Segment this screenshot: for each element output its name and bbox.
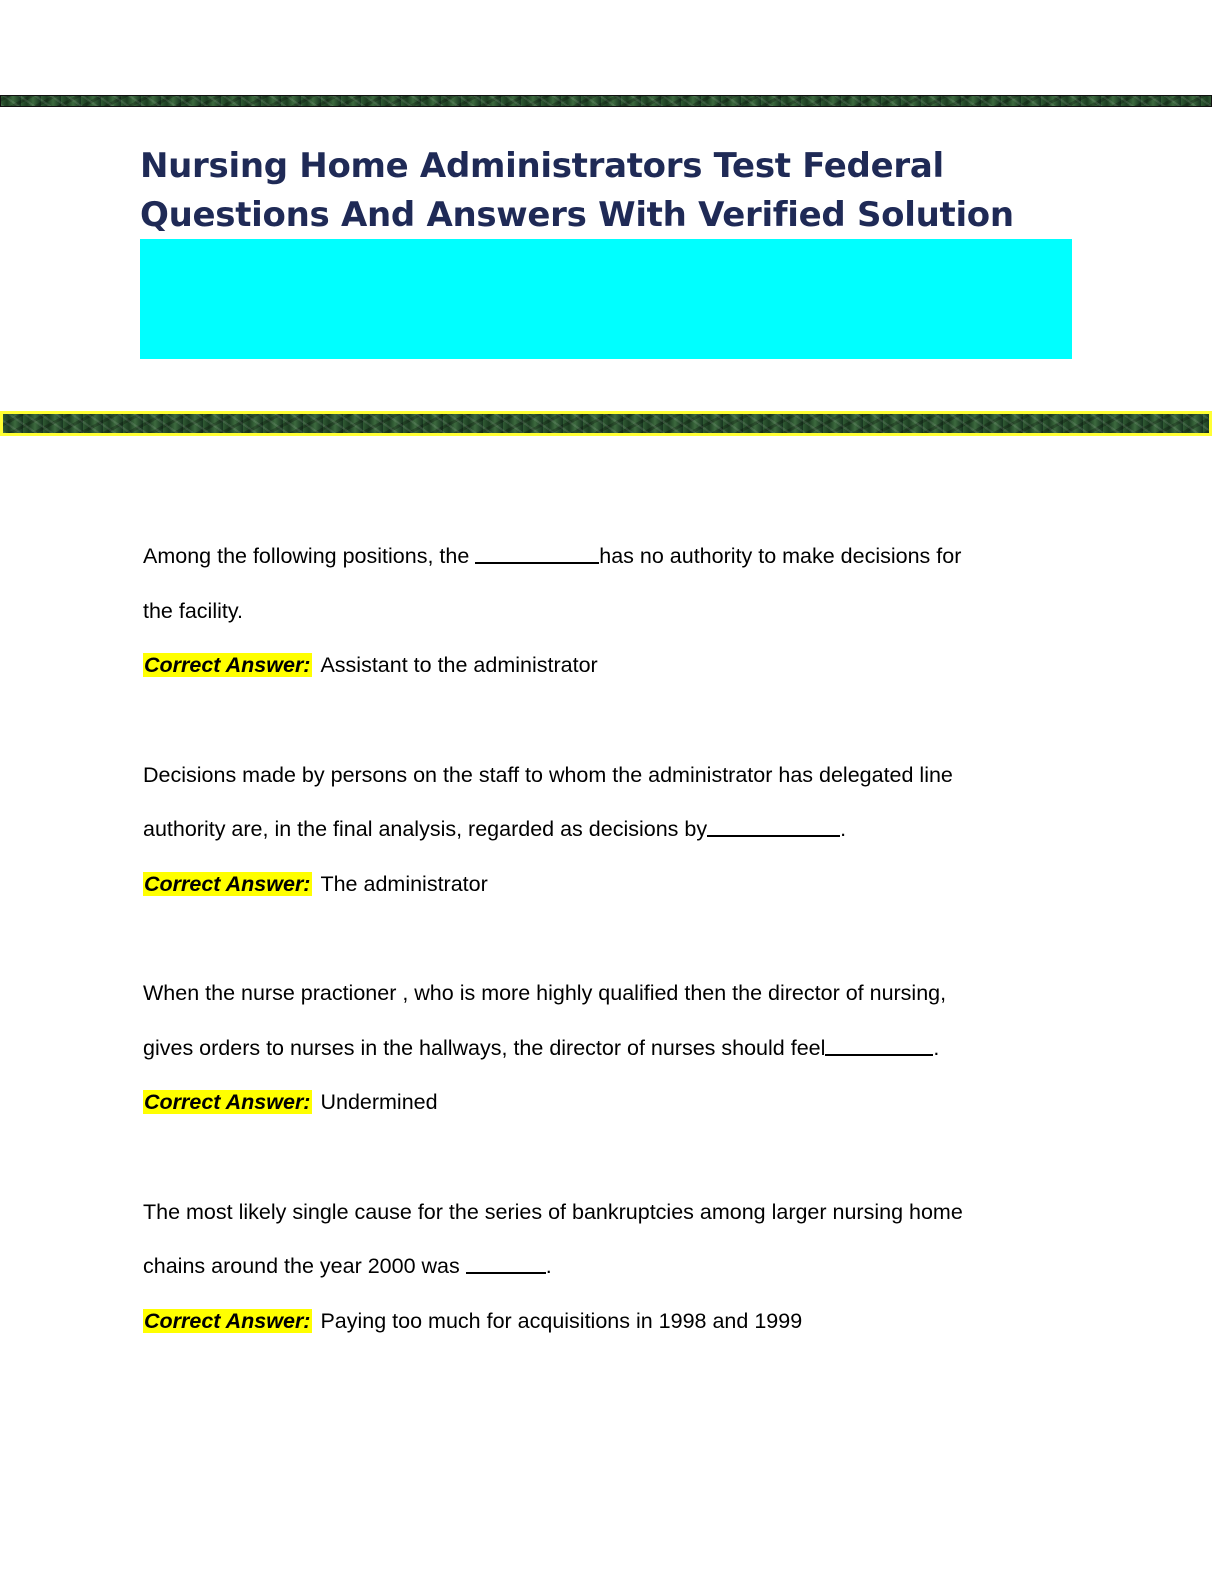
question-line xyxy=(143,1021,1063,1076)
correct-answer-label: Correct Answer: xyxy=(144,1308,311,1333)
question-text: authority are, in the final analysis, regarded as decisions by xyxy=(143,817,708,841)
question-line xyxy=(143,584,1063,639)
question-item-2 xyxy=(143,748,1063,912)
answer-line xyxy=(143,638,1063,693)
answer-blank xyxy=(475,542,599,564)
question-item-4 xyxy=(143,1185,1063,1349)
question-line xyxy=(143,1239,1063,1294)
answer-blank xyxy=(466,1252,546,1274)
decorative-band-top xyxy=(0,95,1212,107)
question-text: Among the following positions, the xyxy=(143,544,476,568)
answer-text: The administrator xyxy=(320,871,488,896)
question-text: has no authority to make decisions for xyxy=(599,544,962,568)
answer-line xyxy=(143,1075,1063,1130)
correct-answer-label: Correct Answer: xyxy=(144,653,311,677)
correct-answer-label: Correct Answer: xyxy=(144,871,311,896)
question-text: When the nurse practioner , who is more highly qualified then the director of nursing, xyxy=(143,981,947,1005)
answer-text: Paying too much for acquisitions in 1998 and 1999 xyxy=(320,1308,803,1333)
answer-blank xyxy=(707,815,840,837)
question-text: Decisions made by persons on the staff to whom the administrator has delegated line xyxy=(143,762,953,787)
answer-line xyxy=(143,1294,1063,1349)
question-item-3 xyxy=(143,966,1063,1130)
question-item-1 xyxy=(143,529,1063,693)
question-line xyxy=(143,1185,1063,1240)
question-text: chains around the year 2000 was xyxy=(143,1254,466,1278)
question-text: The most likely single cause for the series of bankruptcies among larger nursing home xyxy=(143,1199,963,1224)
highlight-box xyxy=(140,239,1072,359)
question-text: . xyxy=(933,1035,940,1060)
correct-answer-label: Correct Answer: xyxy=(144,1090,311,1114)
question-line xyxy=(143,802,1063,857)
decorative-band-bottom xyxy=(0,411,1212,436)
document-title: Nursing Home Administrators Test Federal Questions And Answers With Verified Solution xyxy=(140,146,1014,235)
answer-text: Assistant to the administrator xyxy=(320,653,598,677)
question-text: . xyxy=(545,1254,552,1278)
question-line xyxy=(143,748,1063,803)
question-line xyxy=(143,529,1063,584)
question-line xyxy=(143,966,1063,1021)
answer-blank xyxy=(825,1034,933,1056)
question-text: gives orders to nurses in the hallways, the director of nurses should feel xyxy=(143,1035,826,1060)
question-text: the facility. xyxy=(143,598,243,623)
answer-line xyxy=(143,857,1063,912)
questions-list xyxy=(143,529,1063,1403)
question-text: . xyxy=(840,817,847,841)
answer-text: Undermined xyxy=(320,1090,438,1114)
